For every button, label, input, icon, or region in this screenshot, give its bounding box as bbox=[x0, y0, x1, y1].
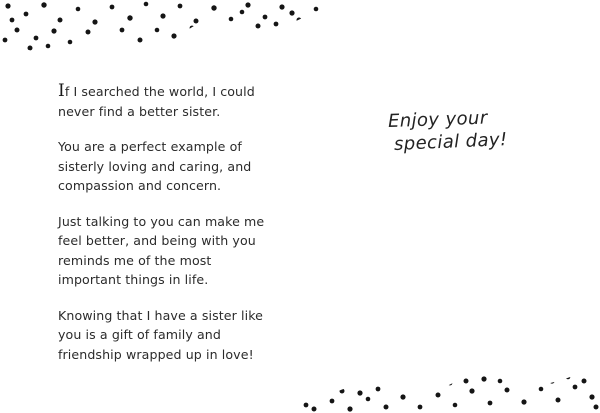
drop-cap: I bbox=[58, 81, 65, 101]
message-paragraph-4: Knowing that I have a sister like you is a gift of family and friendship wrapped up in love! bbox=[58, 307, 264, 362]
card-message bbox=[58, 82, 268, 364]
polka-dot-wave-top-left-icon bbox=[0, 0, 330, 70]
card-greeting bbox=[387, 107, 538, 156]
message-paragraph-3: Just talking to you can make me feel better, and being with you reminds me of the most important things in life. bbox=[58, 213, 265, 287]
message-paragraph-1-text: f I searched the world, I could never find a better sister. bbox=[58, 84, 255, 119]
message-paragraph-2: You are a perfect example of sisterly loving and caring, and compassion and concern. bbox=[58, 139, 252, 193]
polka-dot-wave-bottom-right-icon bbox=[300, 343, 600, 413]
greeting-line-1: Enjoy your bbox=[387, 107, 488, 132]
message-paragraph-1 bbox=[58, 82, 268, 121]
greeting-line-2: special day! bbox=[393, 129, 509, 155]
